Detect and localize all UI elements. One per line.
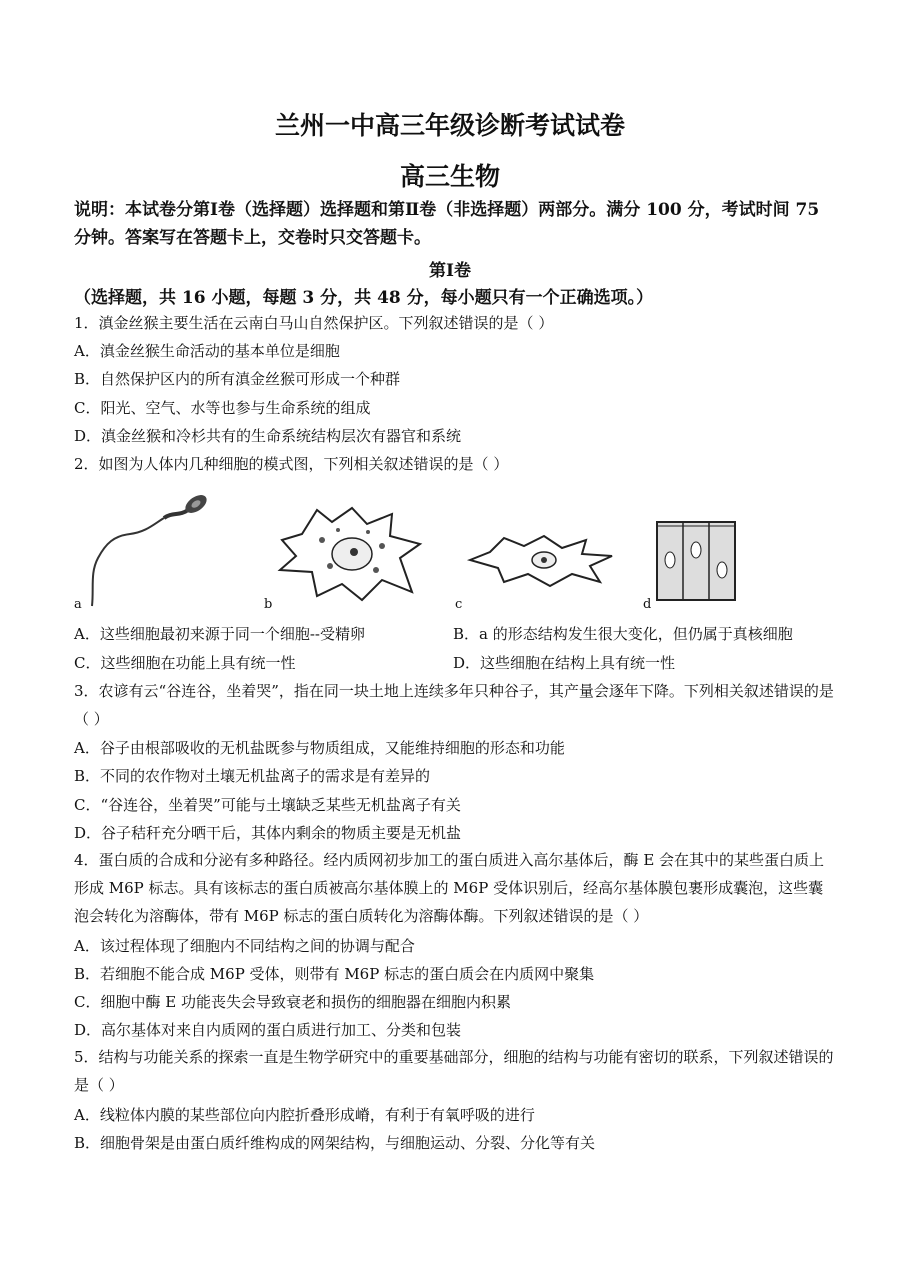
sperm-cell-figure bbox=[84, 488, 214, 608]
exam-title: 兰州一中高三年级诊断考试试卷 bbox=[274, 111, 625, 140]
q5-stem: 5．结构与功能关系的探索一直是生物学研究中的重要基础部分，细胞的结构与功能有密切的联系，下列叙述错误的是（ ） bbox=[74, 1048, 834, 1094]
muscle-cell-figure bbox=[466, 530, 616, 590]
q5-option-b: B．细胞骨架是由蛋白质纤维构成的网架结构，与细胞运动、分裂、分化等有关 bbox=[74, 1134, 596, 1152]
nerve-cell-figure bbox=[272, 500, 427, 605]
q4-stem: 4．蛋白质的合成和分泌有多种路径。经内质网初步加工的蛋白质进入高尔基体后，酶 E 会在其中的某些蛋白质上形成 M6P 标志。具有该标志的蛋白质被高尔基体膜上的 M6P 受体识别后，经高尔基体膜包裹形成囊泡，这些囊泡会转化为溶酶体，带有 M6P 标志的蛋白质转化为溶酶体酶。下列叙述错误的是（ ） bbox=[74, 851, 825, 925]
q3-option-d: D．谷子秸秆充分晒干后，其体内剩余的物质主要是无机盐 bbox=[74, 824, 462, 842]
q4-option-d: D．高尔基体对来自内质网的蛋白质进行加工、分类和包装 bbox=[74, 1021, 462, 1039]
exam-subtitle: 高三生物 bbox=[399, 162, 500, 191]
epithelial-cell-figure bbox=[655, 520, 737, 602]
q2-option-b: B．a 的形态结构发生很大变化，但仍属于真核细胞 bbox=[453, 625, 793, 643]
figure-label-d: d bbox=[643, 597, 652, 612]
section-title: 第Ⅰ卷 bbox=[429, 261, 471, 281]
figure-label-a: a bbox=[74, 597, 82, 612]
q2-stem: 2．如图为人体内几种细胞的模式图，下列相关叙述错误的是（ ） bbox=[74, 455, 509, 473]
q1-option-b: B．自然保护区内的所有滇金丝猴可形成一个种群 bbox=[74, 370, 401, 388]
q1-stem: 1．滇金丝猴主要生活在云南白马山自然保护区。下列叙述错误的是（ ） bbox=[74, 314, 554, 332]
figure-label-b: b bbox=[264, 597, 273, 612]
q2-option-c: C．这些细胞在功能上具有统一性 bbox=[74, 654, 296, 672]
q3-option-c: C．“谷连谷，坐着哭”可能与土壤缺乏某些无机盐离子有关 bbox=[74, 796, 461, 814]
q5-option-a: A．线粒体内膜的某些部位向内腔折叠形成嵴，有利于有氧呼吸的进行 bbox=[74, 1106, 535, 1124]
q1-option-c: C．阳光、空气、水等也参与生命系统的组成 bbox=[74, 399, 371, 417]
q3-option-a: A．谷子由根部吸收的无机盐既参与物质组成，又能维持细胞的形态和功能 bbox=[74, 739, 565, 757]
q4-option-b: B．若细胞不能合成 M6P 受体，则带有 M6P 标志的蛋白质会在内质网中聚集 bbox=[74, 965, 595, 983]
q3-stem: 3．农谚有云“谷连谷，坐着哭”，指在同一块土地上连续多年只种谷子，其产量会逐年下降。下列相关叙述错误的是（ ） bbox=[74, 682, 834, 728]
q2-option-a: A．这些细胞最初来源于同一个细胞--受精卵 bbox=[74, 625, 365, 643]
q4-option-a: A．该过程体现了细胞内不同结构之间的协调与配合 bbox=[74, 937, 415, 955]
q2-option-d: D．这些细胞在结构上具有统一性 bbox=[453, 654, 676, 672]
section-note: （选择题，共 16 小题，每题 3 分，共 48 分，每小题只有一个正确选项。） bbox=[74, 288, 654, 308]
exam-instructions: 说明：本试卷分第Ⅰ卷（选择题）选择题和第Ⅱ卷（非选择题）两部分。满分 100 分，考试时间 75 分钟。答案写在答题卡上，交卷时只交答题卡。 bbox=[74, 200, 820, 248]
q1-option-a: A．滇金丝猴生命活动的基本单位是细胞 bbox=[74, 342, 340, 360]
q4-option-c: C．细胞中酶 E 功能丧失会导致衰老和损伤的细胞器在细胞内积累 bbox=[74, 993, 511, 1011]
q1-option-d: D．滇金丝猴和冷杉共有的生命系统结构层次有器官和系统 bbox=[74, 427, 462, 445]
q3-option-b: B．不同的农作物对土壤无机盐离子的需求是有差异的 bbox=[74, 767, 431, 785]
figure-label-c: c bbox=[455, 597, 463, 612]
